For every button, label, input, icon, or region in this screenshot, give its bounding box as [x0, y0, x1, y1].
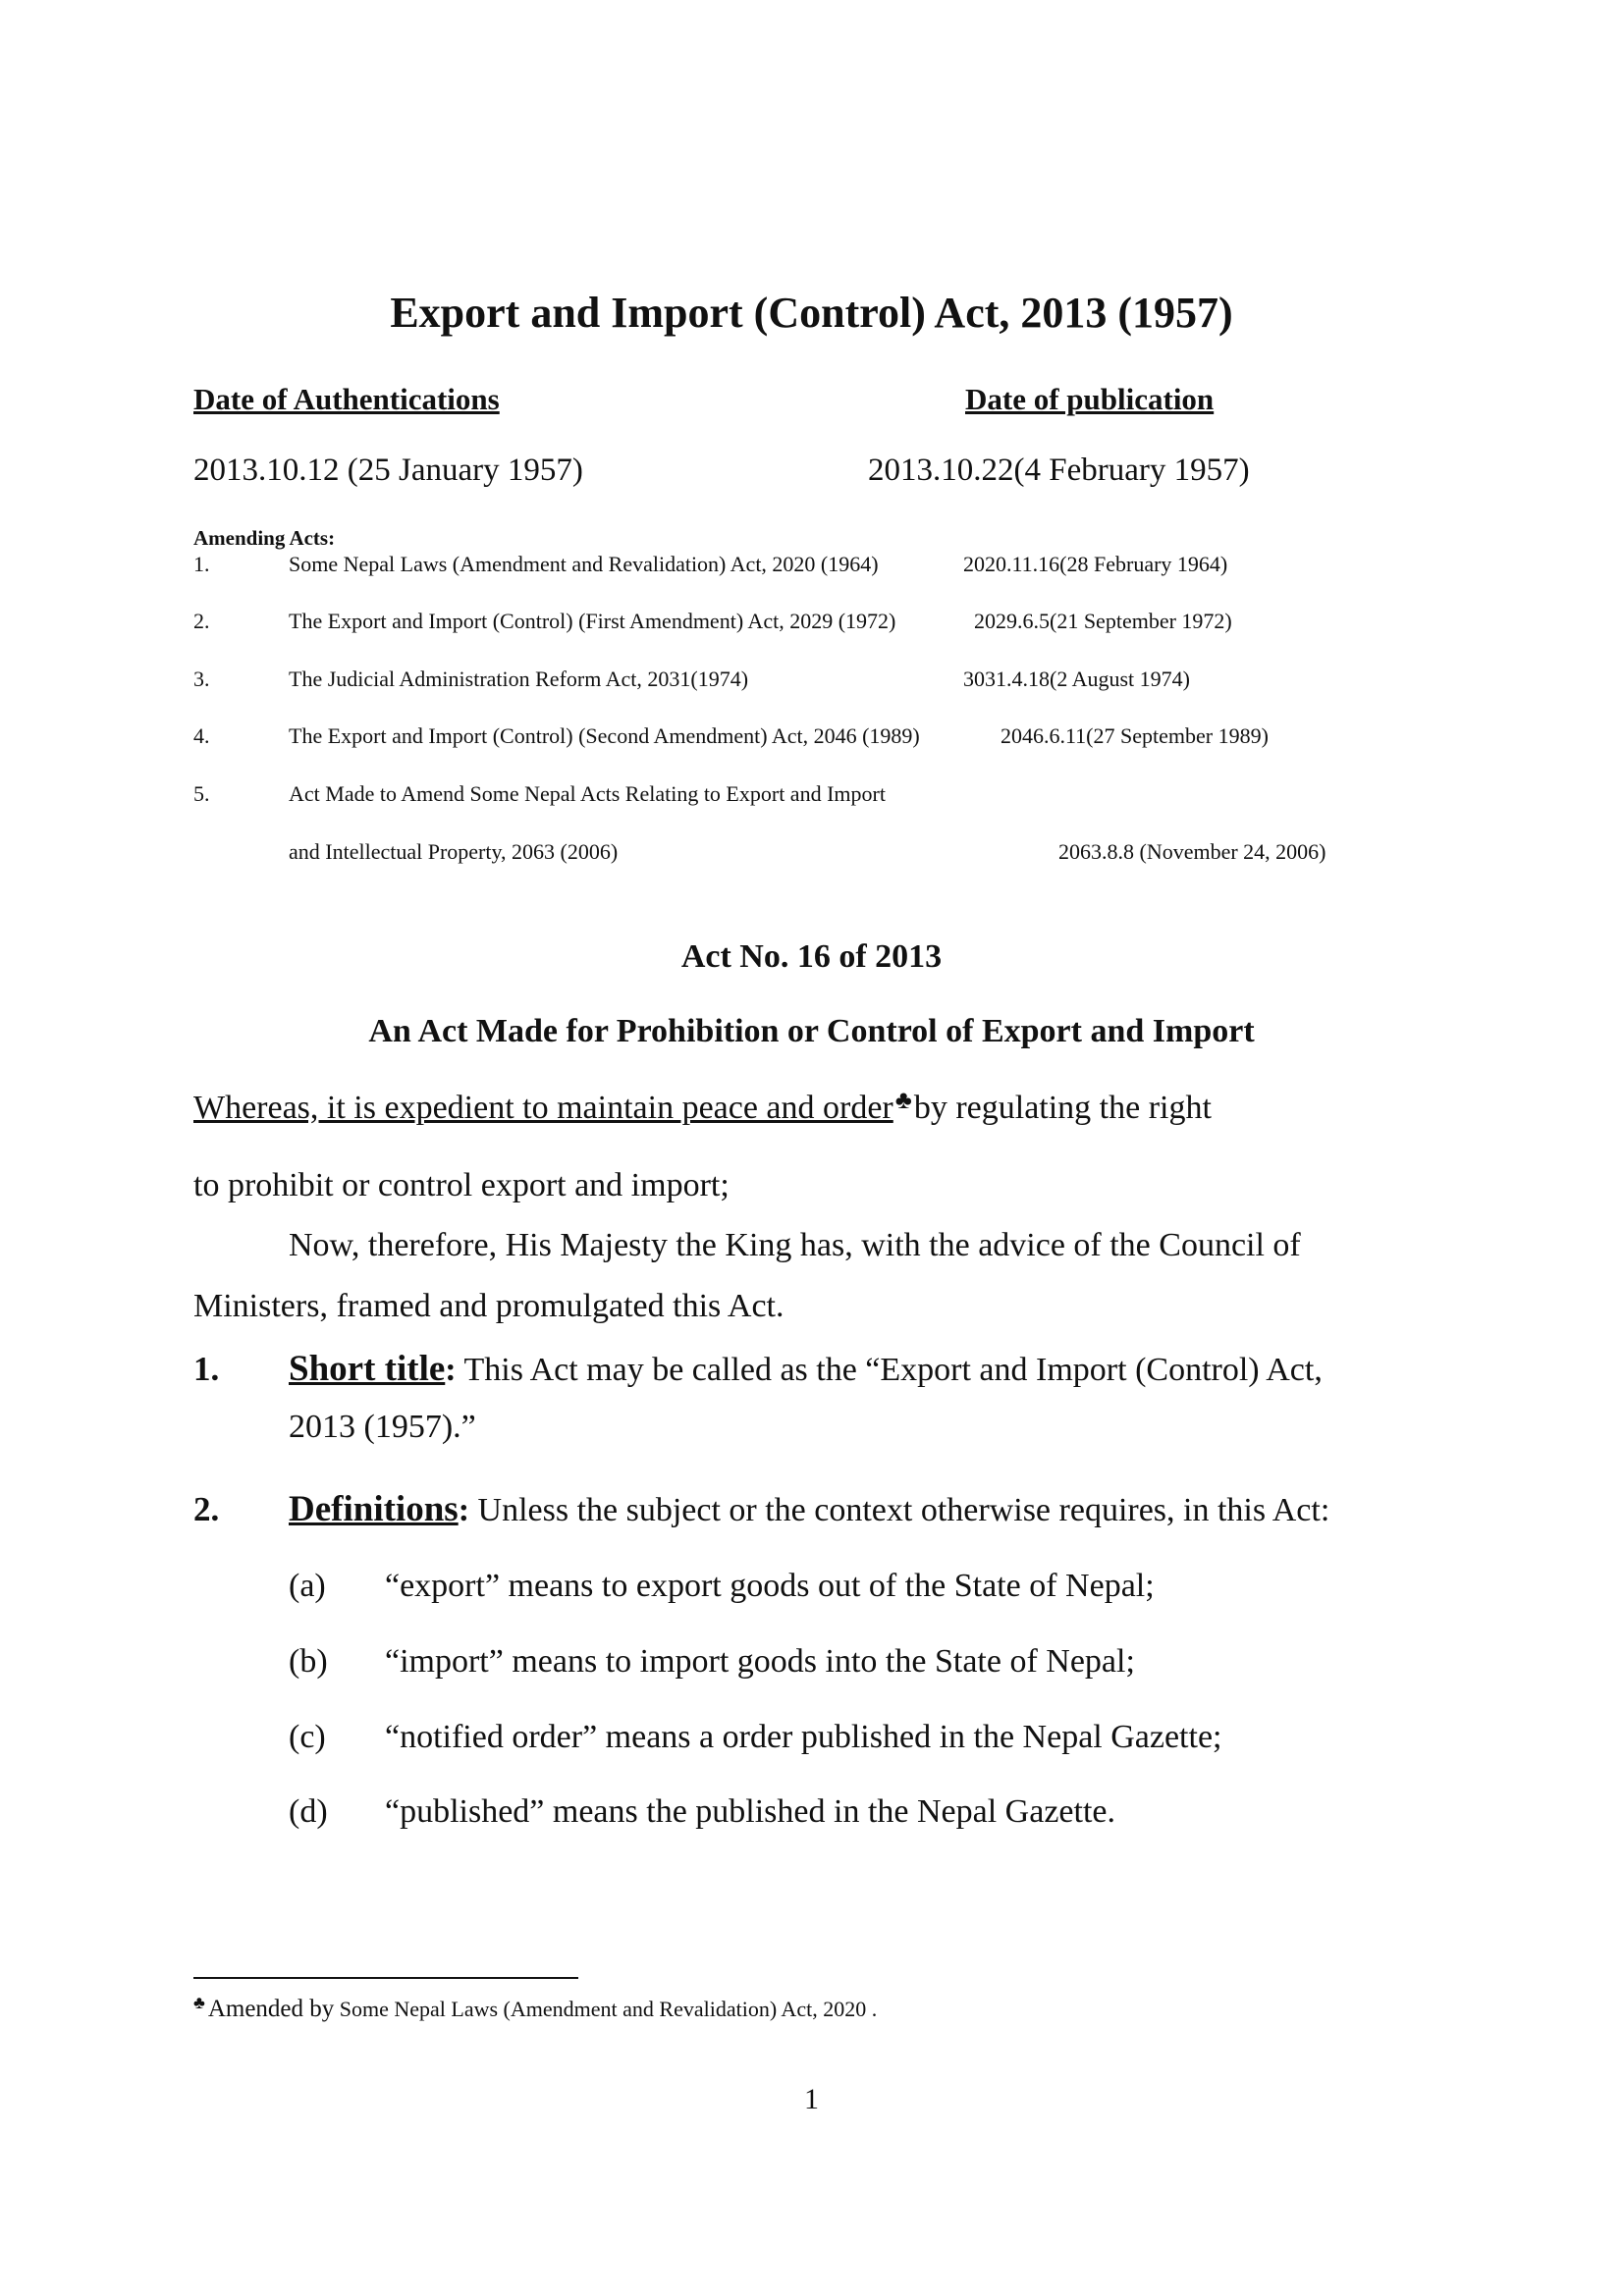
page-number: 1 [804, 2083, 819, 2115]
amending-act-title: The Export and Import (Control) (Second Amendment) Act, 2046 (1989) [289, 723, 920, 748]
amending-act-title: The Export and Import (Control) (First Amendment) Act, 2029 (1972) [289, 609, 896, 633]
clause-label: (c) [289, 1719, 326, 1755]
clause-label: (a) [289, 1568, 326, 1604]
date-of-authentication-label: Date of Authentications [193, 382, 500, 416]
preamble-underlined-text: Whereas, it is expedient to maintain peace and order [193, 1090, 893, 1126]
act-subtitle: An Act Made for Prohibition or Control of Export and Import [368, 1013, 1255, 1049]
amending-act-date: 2063.8.8 (November 24, 2006) [1058, 839, 1326, 864]
amending-act-title: Some Nepal Laws (Amendment and Revalidation) Act, 2020 (1964) [289, 552, 879, 576]
section-text: This Act may be called as the “Export and Import (Control) Act, [456, 1352, 1323, 1388]
section-heading: Short title [289, 1349, 446, 1389]
date-of-publication-label: Date of publication [965, 382, 1215, 416]
footnote-marker-icon: ♣ [894, 1086, 912, 1114]
document-title: Export and Import (Control) Act, 2013 (1957) [390, 289, 1233, 337]
amending-act-date: 3031.4.18(2 August 1974) [963, 667, 1190, 691]
section-1-line-1 [289, 1348, 1323, 1390]
footnote [193, 1993, 878, 2023]
amending-act-date: 2020.11.16(28 February 1964) [963, 552, 1228, 576]
amending-act-number: 3. [193, 667, 210, 691]
amending-act-title: Act Made to Amend Some Nepal Acts Relating to Export and Import [289, 781, 886, 806]
clause-text: “import” means to import goods into the State of Nepal; [385, 1643, 1135, 1680]
section-heading-colon: : [445, 1352, 457, 1388]
preamble-line-1 [193, 1086, 1212, 1127]
amending-act-title: The Judicial Administration Reform Act, 2031(1974) [289, 667, 749, 691]
clause-text: “export” means to export goods out of the State of Nepal; [385, 1568, 1155, 1604]
clause-text: “published” means the published in the Nepal Gazette. [385, 1793, 1115, 1830]
section-number: 1. [193, 1350, 220, 1388]
footnote-text: Some Nepal Laws (Amendment and Revalidation) Act, 2020 . [334, 1997, 878, 2021]
footnote-separator [193, 1977, 578, 1979]
amending-act-date: 2046.6.11(27 September 1989) [1001, 723, 1269, 748]
section-text: Unless the subject or the context otherwise requires, in this Act: [469, 1492, 1330, 1528]
preamble-text: by regulating the right [913, 1090, 1212, 1126]
publication-date: 2013.10.22(4 February 1957) [868, 453, 1250, 488]
act-number: Act No. 16 of 2013 [680, 938, 943, 975]
clause-text: “notified order” means a order published in the Nepal Gazette; [385, 1719, 1222, 1755]
amending-act-number: 2. [193, 609, 210, 633]
amending-acts-heading: Amending Acts: [193, 526, 336, 550]
section-1-line-2: 2013 (1957).” [289, 1409, 476, 1445]
enactment-clause-line-1: Now, therefore, His Majesty the King has, with the advice of the Council of [289, 1227, 1301, 1263]
footnote-marker-icon: ♣ [193, 1993, 205, 2012]
section-heading: Definitions [289, 1489, 459, 1529]
amending-act-number: 5. [193, 781, 210, 806]
enactment-clause-line-2: Ministers, framed and promulgated this Act. [193, 1288, 784, 1324]
footnote-lead: Amended by [207, 1996, 335, 2022]
amending-act-date: 2029.6.5(21 September 1972) [974, 609, 1232, 633]
amending-act-title-continued: and Intellectual Property, 2063 (2006) [289, 839, 619, 864]
amending-act-number: 1. [193, 552, 210, 576]
section-2-line-1 [289, 1488, 1329, 1530]
section-heading-colon: : [458, 1492, 470, 1528]
section-number: 2. [193, 1490, 220, 1528]
clause-label: (d) [289, 1793, 328, 1830]
amending-act-number: 4. [193, 723, 210, 748]
clause-label: (b) [289, 1643, 328, 1680]
preamble-line-2: to prohibit or control export and import; [193, 1167, 730, 1203]
authentication-date: 2013.10.12 (25 January 1957) [193, 453, 583, 488]
